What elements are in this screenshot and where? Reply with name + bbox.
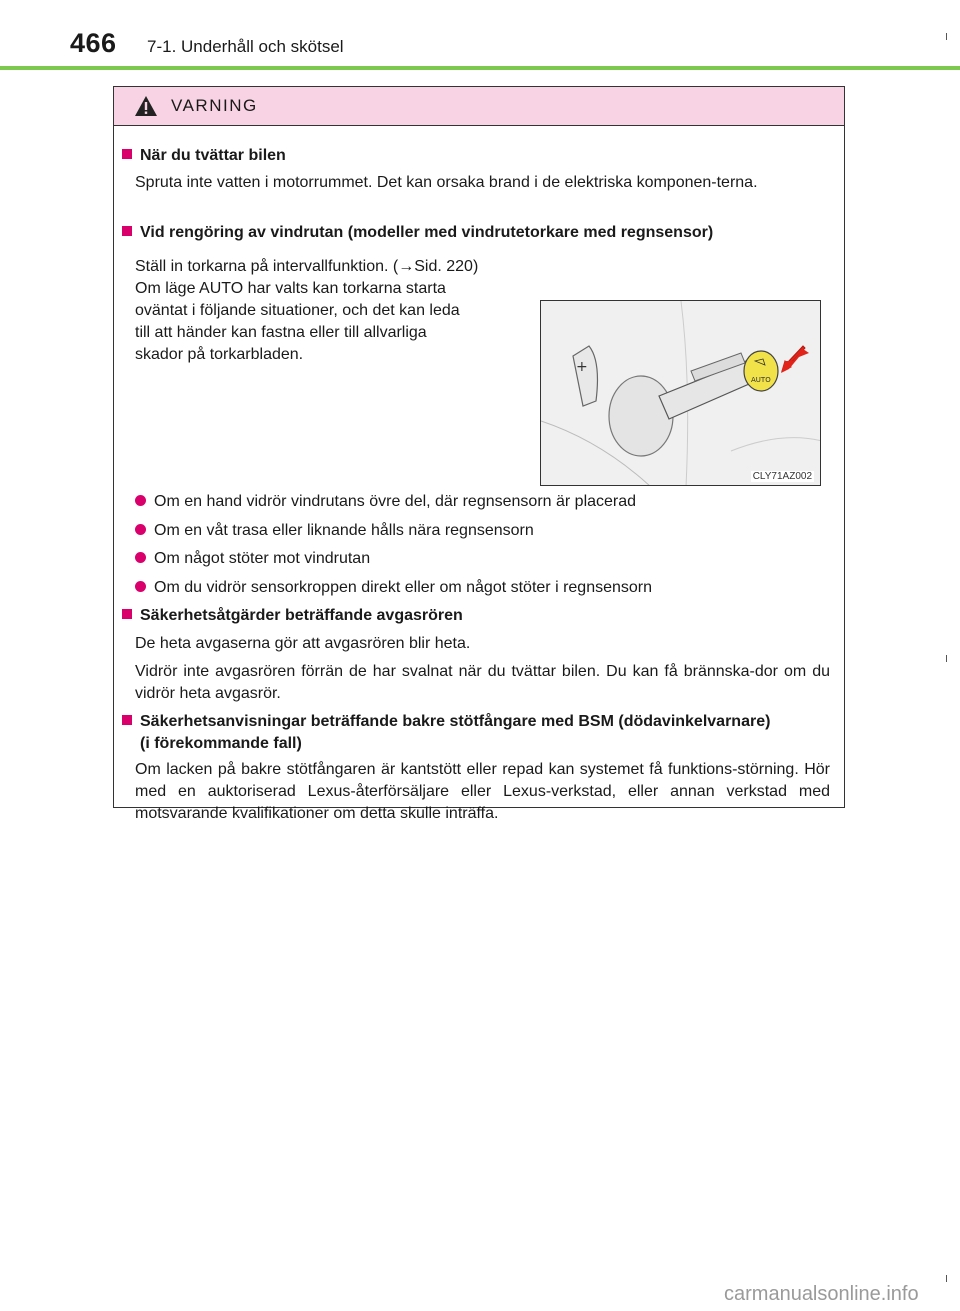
warning-box <box>113 86 845 822</box>
round-bullet-icon <box>135 552 146 563</box>
section-text: Spruta inte vatten i motorrummet. Det kan orsaka brand i de elektriska komponen-terna. <box>135 174 758 191</box>
crop-mark <box>946 1275 947 1282</box>
square-bullet-icon <box>122 609 132 619</box>
text-line: skador på torkarbladen. <box>135 346 304 363</box>
text-line: Ställ in torkarna på intervallfunktion. (→Sid. 220) <box>135 258 479 275</box>
square-bullet-icon <box>122 149 132 159</box>
crop-mark <box>946 33 947 40</box>
svg-text:+: + <box>576 359 588 375</box>
round-bullet-icon <box>135 495 146 506</box>
text-line: till att händer kan fastna eller till allvarliga <box>135 324 427 341</box>
wiper-lever-drawing <box>541 301 821 486</box>
square-bullet-icon <box>122 715 132 725</box>
round-bullet-icon <box>135 524 146 535</box>
warning-triangle-icon <box>134 95 158 117</box>
figure-code: CLY71AZ002 <box>752 471 812 482</box>
warning-content <box>114 125 844 822</box>
round-bullet-icon <box>135 581 146 592</box>
text-line: Om läge AUTO har valts kan torkarna starta <box>135 280 446 297</box>
section-heading: När du tvättar bilen <box>122 145 836 167</box>
bullet-item: Om något stöter mot vindrutan <box>135 548 830 570</box>
section-title: 7-1. Underhåll och skötsel <box>147 37 344 56</box>
section-heading: Säkerhetsåtgärder beträffande avgasrören <box>122 605 836 627</box>
watermark: carmanualsonline.info <box>724 1283 919 1305</box>
side-text <box>135 256 516 366</box>
warning-header <box>114 87 844 126</box>
text-line: oväntat i följande situationer, och det kan leda <box>135 302 460 319</box>
section-text: Vidrör inte avgasrören förrän de har svalnat när du tvättar bilen. Du kan få brännska-dor om du vidrör heta avgasrör. <box>135 663 830 702</box>
header-rule <box>0 66 960 70</box>
square-bullet-icon <box>122 226 132 236</box>
page-number: 466 <box>70 28 117 58</box>
crop-mark <box>946 655 947 662</box>
bullet-item: Om du vidrör sensorkroppen direkt eller om något stöter i regnsensorn <box>135 577 830 599</box>
wiper-lever-illustration <box>540 300 821 486</box>
section-heading: Säkerhetsanvisningar beträffande bakre stötfångare med BSM (dödavinkelvarnare) (i förekommande fall) <box>122 711 836 755</box>
auto-label: AUTO <box>751 376 771 384</box>
warning-title: VARNING <box>171 96 258 115</box>
bullet-item: Om en våt trasa eller liknande hålls nära regnsensorn <box>135 520 830 542</box>
section-heading-line2: (i förekommande fall) <box>140 735 302 752</box>
section-text: De heta avgaserna gör att avgasrören blir heta. <box>135 635 471 652</box>
bullet-item: Om en hand vidrör vindrutans övre del, där regnsensorn är placerad <box>135 491 830 513</box>
section-text: Om lacken på bakre stötfångaren är kantstött eller repad kan systemet få funktions-störning. Hör med en auktoriserad Lexus-återförsäljare eller Lexus-verkstad, eller annan verkstad med motsvarande kvalifikationer om detta skulle inträffa. <box>135 761 830 822</box>
section-heading: Vid rengöring av vindrutan (modeller med vindrutetorkare med regnsensor) <box>122 222 836 244</box>
